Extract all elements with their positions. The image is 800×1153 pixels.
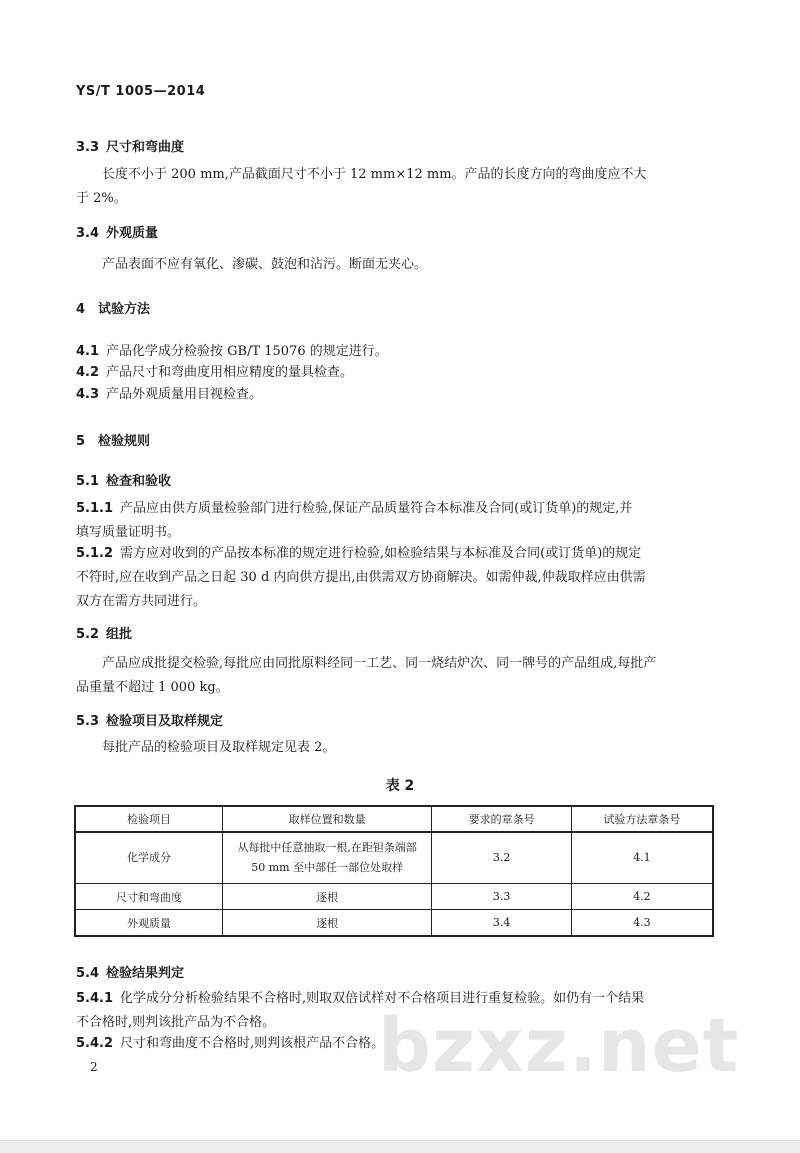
table-cell: 3.4 — [432, 910, 572, 937]
table-header-row — [75, 806, 713, 832]
section-3-3-heading: 3.3 尺寸和弯曲度 — [76, 140, 185, 155]
page-number: 2 — [90, 1060, 98, 1074]
table-cell: 3.3 — [432, 884, 572, 910]
section-5-3-heading: 5.3 检验项目及取样规定 — [76, 714, 224, 729]
section-5-3-text: 每批产品的检验项目及取样规定见表 2。 — [102, 740, 336, 755]
table-header-cell: 检验项目 — [75, 806, 223, 832]
section-3-4-heading: 3.4 外观质量 — [76, 226, 159, 241]
section-5-4-heading: 5.4 检验结果判定 — [76, 966, 185, 981]
table-header-cell: 要求的章条号 — [432, 806, 572, 832]
table-cell: 4.1 — [571, 832, 713, 884]
clause-4-1: 4.1 产品化学成分检验按 GB/T 15076 的规定进行。 — [76, 344, 388, 359]
table-header-cell: 取样位置和数量 — [223, 806, 432, 832]
section-3-4-text: 产品表面不应有氧化、渗碳、鼓泡和沾污。断面无夹心。 — [102, 257, 428, 272]
table-row — [75, 910, 713, 937]
clause-5-4-2: 5.4.2 尺寸和弯曲度不合格时,则判该根产品不合格。 — [76, 1036, 385, 1051]
table-2 — [74, 805, 714, 937]
section-5-2-heading: 5.2 组批 — [76, 627, 133, 642]
section-4-heading: 4 试验方法 — [76, 302, 151, 317]
table-row — [75, 832, 713, 884]
table-cell: 4.3 — [571, 910, 713, 937]
table-cell: 化学成分 — [75, 832, 223, 884]
table-cell: 3.2 — [432, 832, 572, 884]
table-cell: 尺寸和弯曲度 — [75, 884, 223, 910]
section-5-2-text: 产品应成批提交检验,每批应由同批原料经同一工艺、同一烧结炉次、同一牌号的产品组成,每批产 品重量不超过 1 000 kg。 — [76, 656, 657, 695]
section-5-heading: 5 检验规则 — [76, 434, 151, 449]
table-cell: 4.2 — [571, 884, 713, 910]
clause-5-1-2: 5.1.2 需方应对收到的产品按本标准的规定进行检验,如检验结果与本标准及合同(或订货单)的规定 不符时,应在收到产品之日起 30 d 内向供方提出,由供需双方协商解决。如需仲裁,仲裁取样应由供需 双方在需方共同进行。 — [76, 546, 646, 609]
table-header-cell: 试验方法章条号 — [571, 806, 713, 832]
standard-code-header: YS/T 1005—2014 — [76, 84, 206, 99]
section-3-3-text: 长度不小于 200 mm,产品截面尺寸不小于 12 mm×12 mm。产品的长度方向的弯曲度应不大 于 2%。 — [76, 167, 647, 206]
table-2-title: 表 2 — [385, 778, 415, 794]
clause-4-3: 4.3 产品外观质量用目视检查。 — [76, 387, 263, 402]
table-cell: 逐根 — [223, 910, 432, 937]
clause-5-1-1: 5.1.1 产品应由供方质量检验部门进行检验,保证产品质量符合本标准及合同(或订货单)的规定,并 填写质量证明书。 — [76, 501, 633, 540]
table-cell: 外观质量 — [75, 910, 223, 937]
section-5-1-heading: 5.1 检查和验收 — [76, 474, 172, 489]
watermark: bzxz.net — [378, 1003, 740, 1089]
viewer-bottom-strip — [0, 1140, 800, 1153]
clause-5-4-1: 5.4.1 化学成分分析检验结果不合格时,则取双倍试样对不合格项目进行重复检验。如仍有一个结果 不合格时,则判该批产品为不合格。 — [76, 991, 645, 1030]
table-cell: 从每批中任意抽取一根,在距钽条端部 50 mm 至中部任一部位处取样 — [223, 832, 432, 884]
table-row — [75, 884, 713, 910]
clause-4-2: 4.2 产品尺寸和弯曲度用相应精度的量具检查。 — [76, 365, 354, 380]
table-cell: 逐根 — [223, 884, 432, 910]
